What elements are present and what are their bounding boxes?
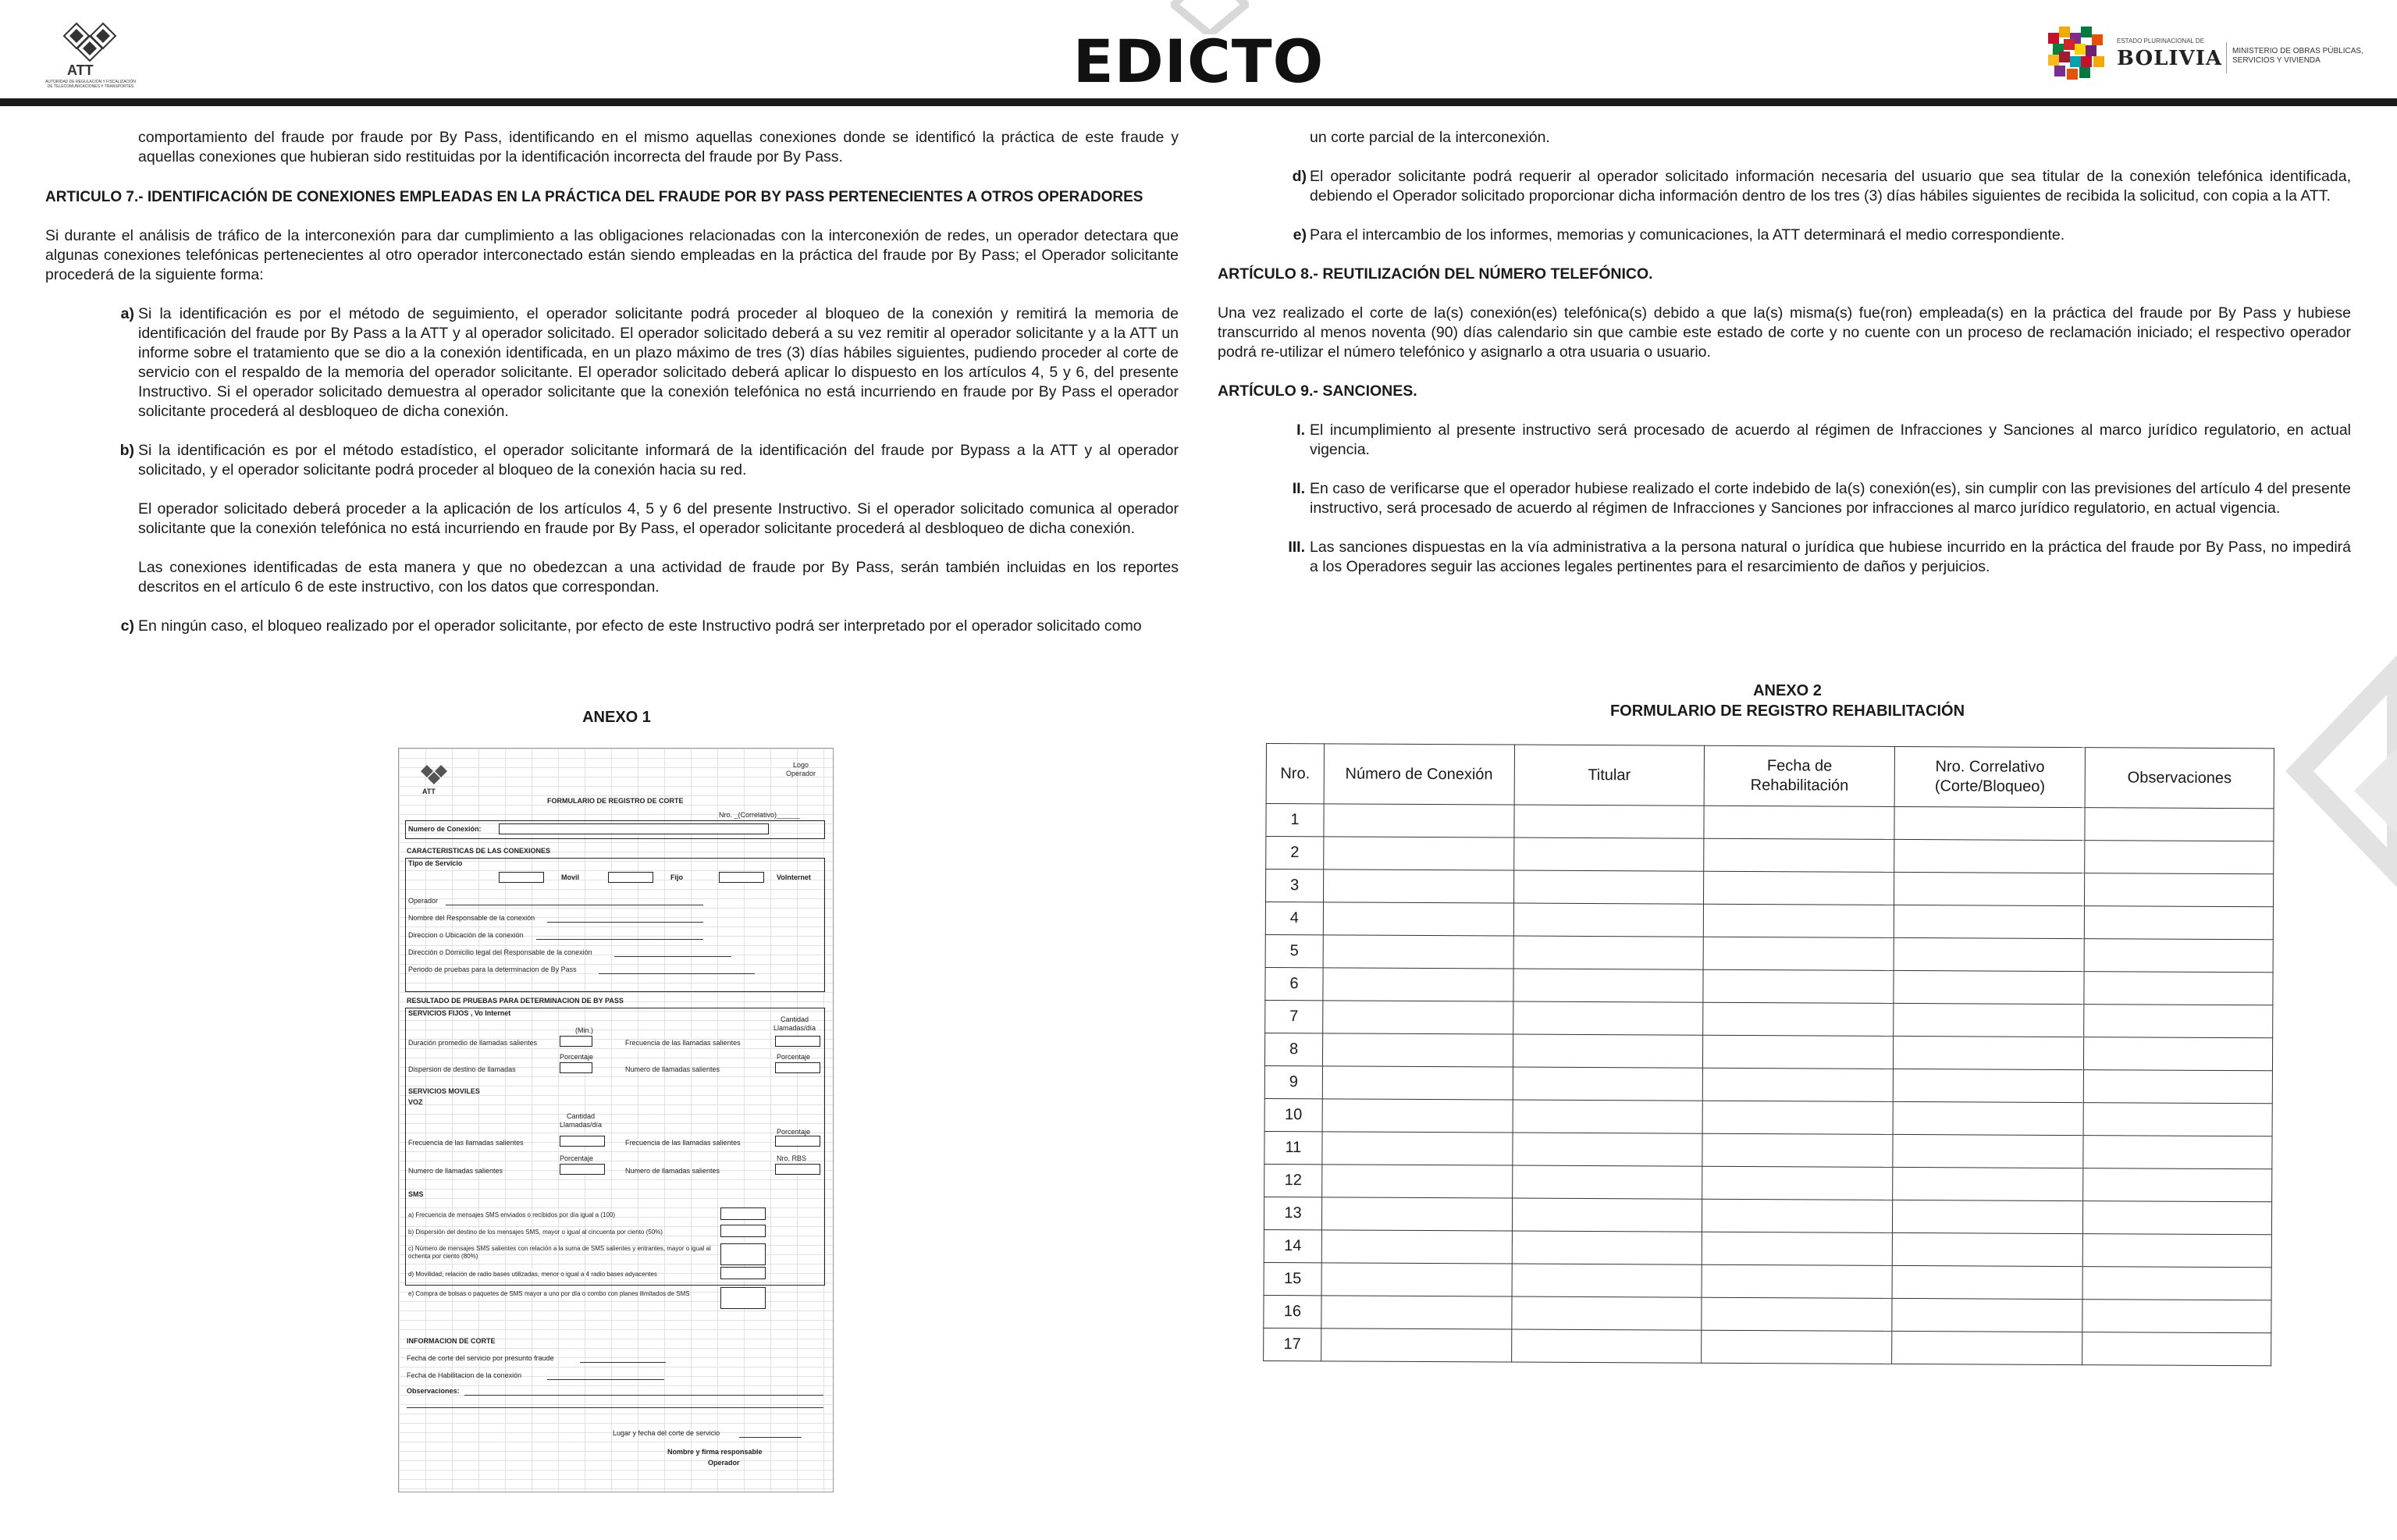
table-cell[interactable] xyxy=(1513,1067,1703,1101)
article-7-heading: ARTICULO 7.- IDENTIFICACIÓN DE CONEXIONES EMPLEADAS EN LA PRÁCTICA DEL FRAUDE POR BY PASS PERTENECIENTES A OTROS OPERADORES xyxy=(45,189,1143,205)
item-d xyxy=(1218,167,2351,206)
right-column xyxy=(1218,128,2351,577)
form-sms-a-box xyxy=(720,1207,766,1220)
table-cell[interactable] xyxy=(1513,1133,1703,1166)
form-fecha-hab-line xyxy=(547,1379,664,1380)
item-e-text: Para el intercambio de los informes, memorias y comunicaciones, la ATT determinará el medio correspondiente. xyxy=(1310,226,2065,244)
item-i-text: El incumplimiento al presente instructivo será procesado de acuerdo al régimen de Infracciones y Sanciones al marco jurídico regulatorio, en actual vigencia. xyxy=(1310,421,2351,458)
annex-1-title: ANEXO 1 xyxy=(582,709,651,726)
table-cell[interactable] xyxy=(1894,905,2085,938)
table-cell[interactable] xyxy=(1703,1035,1894,1069)
table-header-row xyxy=(1266,744,2274,809)
form-cantidad-llamadas: Cantidad Llamadas/día xyxy=(774,1015,816,1032)
form-numero-movil-2-box xyxy=(775,1164,820,1175)
table-cell[interactable] xyxy=(1894,1069,2084,1102)
table-cell[interactable] xyxy=(1513,870,1704,904)
intro-paragraph: comportamiento del fraude por fraude por By Pass, identificando en el mismo aquellas conexiones donde se identificó la práctica de este fraude y aquellas conexiones que hubieran sido restituidas por la identificación incorrecta del fraude por By Pass. xyxy=(138,129,1179,165)
table-cell[interactable] xyxy=(1512,1165,1702,1199)
table-cell[interactable] xyxy=(1323,902,1513,936)
form-ubicacion: Direccion o Ubicación de la conexión xyxy=(408,931,524,939)
form-ubicacion-line xyxy=(536,939,703,940)
table-body xyxy=(1264,804,2274,1366)
item-d-text: El operador solicitante podrá requerir al operador solicitado información necesaria del usuario que sea titular de la conexión telefónica identificada, debiendo el Operador solicitado proporcionar dicha información dentro de los tres (3) días hábiles siguientes de recibida la solicitud, con copia a la ATT. xyxy=(1310,168,2351,205)
row-number: 5 xyxy=(1265,934,1323,967)
column-header: Nro. xyxy=(1266,744,1324,804)
row-number: 13 xyxy=(1264,1197,1321,1229)
table-cell[interactable] xyxy=(1323,1001,1513,1034)
row-number: 2 xyxy=(1266,837,1324,870)
row-number: 16 xyxy=(1264,1295,1321,1328)
table-row xyxy=(1264,1197,2271,1234)
form-porcentaje-1: Porcentaje xyxy=(560,1053,594,1061)
item-e xyxy=(1218,226,2351,245)
table-cell[interactable] xyxy=(2084,972,2273,1005)
form-min: (Min.) xyxy=(575,1026,593,1034)
form-obs-line-2 xyxy=(407,1407,823,1408)
form-sms-b-box xyxy=(720,1225,766,1237)
table-cell[interactable] xyxy=(2083,1136,2272,1169)
row-number: 12 xyxy=(1264,1164,1322,1197)
form-movil: Movil xyxy=(561,873,580,881)
table-cell[interactable] xyxy=(1894,1003,2084,1037)
form-duracion: Duración promedio de llamadas salientes xyxy=(408,1039,538,1047)
form-operador: Operador xyxy=(408,897,439,905)
table-cell[interactable] xyxy=(1513,903,1704,937)
form-logo-text: ATT xyxy=(422,788,436,795)
table-cell[interactable] xyxy=(1894,937,2084,971)
form-dispersion: Dispersion de destino de llamadas xyxy=(408,1065,516,1073)
form-frecuencia-movil: Frecuencia de las llamadas salientes xyxy=(408,1139,524,1147)
form-periodo-line xyxy=(599,973,755,974)
table-row xyxy=(1266,870,2274,907)
form-porcentaje-2: Porcentaje xyxy=(777,1053,811,1061)
table-cell[interactable] xyxy=(2083,1070,2272,1104)
row-number: 6 xyxy=(1265,967,1323,1000)
table-cell[interactable] xyxy=(2082,1332,2271,1366)
table-cell[interactable] xyxy=(1512,1198,1702,1232)
table-cell[interactable] xyxy=(1704,904,1894,937)
form-att-logo-icon xyxy=(419,763,450,786)
row-number: 14 xyxy=(1264,1229,1321,1262)
row-number: 1 xyxy=(1266,804,1324,837)
table-row xyxy=(1264,1098,2272,1136)
form-fijos: SERVICIOS FIJOS , Vo Internet xyxy=(408,1009,511,1017)
row-number: 11 xyxy=(1264,1131,1322,1164)
item-iii-label: III. xyxy=(1288,539,1305,556)
row-number: 3 xyxy=(1266,870,1324,902)
bolivia-emblem-icon xyxy=(2045,25,2109,84)
annex-2-title: ANEXO 2 xyxy=(1753,682,1822,699)
form-numero-conexion: Numero de Conexión: xyxy=(408,825,482,833)
form-firma-operador: Operador xyxy=(708,1459,740,1467)
item-ii-text: En caso de verificarse que el operador hubiese realizado el corte indebido de la(s) conexión(es), sin cumplir con las previsiones del artículo 4 del presente instructivo, será procesado de acuerdo al régimen de Infracciones y Sanciones por infracciones al marco jurídico regulatorio, en actual vigencia. xyxy=(1310,480,2351,517)
form-tipo-servicio: Tipo de Servicio xyxy=(408,859,463,867)
table-cell[interactable] xyxy=(1703,1068,1894,1101)
table-cell[interactable] xyxy=(1322,1033,1513,1067)
item-c-continuation: un corte parcial de la interconexión. xyxy=(1310,129,1550,146)
table-row xyxy=(1264,1262,2271,1300)
table-cell[interactable] xyxy=(1321,1197,1512,1231)
table-cell[interactable] xyxy=(1513,838,1704,871)
decorative-diamond-top xyxy=(1171,0,1249,34)
item-ii-label: II. xyxy=(1292,480,1305,497)
annex-2-subtitle: FORMULARIO DE REGISTRO REHABILITACIÓN xyxy=(1609,702,1965,720)
table-row xyxy=(1265,902,2273,940)
table-cell[interactable] xyxy=(1513,1034,1703,1068)
table-cell[interactable] xyxy=(1322,1165,1513,1198)
header-rule xyxy=(0,98,2397,106)
form-periodo: Periodo de pruebas para la determinacion de By Pass xyxy=(408,966,577,973)
item-b-text-3: Las conexiones identificadas de esta manera y que no obedezcan a una actividad de fraude por By Pass, serán también incluidas en los reportes descritos en el artículo 6 de este instructivo, con los datos que correspondan. xyxy=(138,559,1179,596)
form-firma: Nombre y firma responsable xyxy=(667,1448,763,1456)
row-number: 10 xyxy=(1264,1098,1322,1131)
table-cell[interactable] xyxy=(1892,1232,2082,1266)
table-cell[interactable] xyxy=(1702,1232,1893,1265)
table-cell[interactable] xyxy=(1893,1134,2083,1168)
form-nro: Nro. _(Correlativo)______ xyxy=(719,811,801,819)
table-cell[interactable] xyxy=(1894,872,2085,905)
form-numero-fijo-box xyxy=(775,1062,820,1073)
item-b-text-2: El operador solicitado deberá proceder a la aplicación de los artículos 4, 5 y 6 del presente Instructivo. Si el operador solicitado comunica al operador solicitante que la conexión telefónica no está incurriendo en fraude por By Pass, el operador solicitante procederá al desbloqueo de dicha conexión. xyxy=(138,500,1179,537)
table-cell[interactable] xyxy=(1324,804,1514,838)
article-7-text: Si durante el análisis de tráfico de la interconexión para dar cumplimiento a las obligaciones relacionadas con la interconexión de redes, un operador detectara que algunas conexiones telefónicas pertenecientes al otro operador interconectado están siendo empleadas en la práctica del fraude por By Pass; el Operador solicitante procederá de la siguiente forma: xyxy=(45,227,1179,283)
form-frecuencia-fijo: Frecuencia de las llamadas salientes xyxy=(625,1039,741,1047)
form-obs-line-1 xyxy=(464,1395,823,1396)
form-nro-rbs: Nro. RBS xyxy=(777,1154,807,1162)
table-cell[interactable] xyxy=(1894,839,2085,873)
table-cell[interactable] xyxy=(1323,870,1513,903)
table-cell[interactable] xyxy=(1322,1066,1513,1100)
form-lugar-line xyxy=(739,1437,802,1438)
table-cell[interactable] xyxy=(1704,838,1894,872)
form-sms-e-box xyxy=(720,1287,766,1309)
form-fijo-box xyxy=(608,872,653,883)
item-c xyxy=(45,617,1179,636)
form-responsable: Nombre del Responsable de la conexión xyxy=(408,914,535,922)
row-number: 15 xyxy=(1264,1262,1321,1295)
table-cell[interactable] xyxy=(2084,1005,2273,1038)
table-cell[interactable] xyxy=(1324,837,1514,870)
column-header: Número de Conexión xyxy=(1324,744,1514,805)
row-number: 4 xyxy=(1265,902,1323,935)
form-sms-b: b) Dispersión del destino de los mensajes SMS, mayor o igual al cincuenta por ciento (50%) xyxy=(408,1229,663,1236)
item-i xyxy=(1218,421,2351,460)
table-cell[interactable] xyxy=(1702,1133,1893,1167)
form-sms-c: c) Número de mensajes SMS salientes con relación a la suma de SMS salientes y entrantes, mayor o igual al ochenta por ciento (80%) xyxy=(408,1245,711,1260)
table-cell[interactable] xyxy=(1702,1330,1892,1364)
table-row xyxy=(1264,1164,2272,1201)
form-fijo: Fijo xyxy=(670,873,683,881)
table-cell[interactable] xyxy=(2082,1267,2271,1300)
bolivia-ministry-logo xyxy=(2045,20,2373,91)
annex-2-title-block xyxy=(1264,681,2310,721)
form-info-corte: INFORMACION DE CORTE xyxy=(407,1337,496,1345)
table-row xyxy=(1264,1131,2272,1168)
table-cell[interactable] xyxy=(1704,871,1894,905)
table-cell[interactable] xyxy=(1321,1263,1512,1296)
table-cell[interactable] xyxy=(1892,1298,2082,1332)
table-cell[interactable] xyxy=(1322,1099,1513,1133)
form-sms-c-box xyxy=(720,1243,766,1265)
article-8-heading: ARTÍCULO 8.- REUTILIZACIÓN DEL NÚMERO TELEFÓNICO. xyxy=(1218,265,1653,283)
item-c-label: c) xyxy=(120,617,134,635)
table-cell[interactable] xyxy=(2085,841,2274,874)
table-cell[interactable] xyxy=(1513,1001,1703,1035)
form-frecuencia-movil-2: Frecuencia de las llamadas salientes xyxy=(625,1139,741,1147)
left-column xyxy=(45,128,1179,636)
table-cell[interactable] xyxy=(2084,939,2273,973)
table-cell[interactable] xyxy=(1513,1100,1703,1133)
item-e-label: e) xyxy=(1293,226,1307,244)
table-cell[interactable] xyxy=(1321,1230,1512,1264)
row-number: 8 xyxy=(1264,1033,1322,1065)
page-title: EDICTO xyxy=(1072,27,1325,96)
form-porcentaje-4: Porcentaje xyxy=(560,1154,594,1162)
form-sms: SMS xyxy=(408,1190,424,1198)
row-number: 9 xyxy=(1264,1065,1322,1098)
table-row xyxy=(1265,1000,2273,1037)
column-header: Observaciones xyxy=(2085,748,2274,809)
table-cell[interactable] xyxy=(1702,1101,1893,1134)
bolivia-name: BOLIVIA xyxy=(2117,47,2223,70)
table-cell[interactable] xyxy=(1892,1331,2082,1364)
form-logo-operador: Logo Operador xyxy=(786,761,816,777)
form-voz: VOZ xyxy=(408,1098,423,1106)
form-sms-d-box xyxy=(720,1267,766,1279)
form-frecuencia-movil-2-box xyxy=(775,1136,820,1147)
table-row xyxy=(1265,967,2273,1005)
table-cell[interactable] xyxy=(2083,1168,2272,1202)
form-dispersion-box xyxy=(560,1062,592,1073)
item-b xyxy=(45,441,1179,597)
form-sms-e: e) Compra de bolsas o paquetes de SMS mayor a uno por día o combo con planes ilimitados de SMS xyxy=(408,1290,690,1297)
bolivia-state-label: ESTADO PLURINACIONAL DE xyxy=(2117,37,2205,44)
table-cell[interactable] xyxy=(1321,1296,1512,1329)
form-fecha-hab: Fecha de Habilitacion de la conexión xyxy=(407,1371,522,1379)
table-cell[interactable] xyxy=(1702,1264,1892,1298)
form-fecha-corte: Fecha de corte del servicio por presunto fraude xyxy=(407,1354,554,1362)
table-cell[interactable] xyxy=(2084,906,2273,940)
form-sms-d: d) Movilidad, relación de radio bases utilizadas, menor o igual a 4 radio bases adyacentes xyxy=(408,1271,657,1278)
table-row xyxy=(1264,1033,2272,1070)
table-cell[interactable] xyxy=(2083,1201,2272,1235)
item-d-label: d) xyxy=(1292,168,1307,185)
table-cell[interactable] xyxy=(1511,1329,1702,1363)
form-sms-a: a) Frecuencia de mensajes SMS enviados o recibidos por día igual a (100) xyxy=(408,1211,616,1218)
table-cell[interactable] xyxy=(1893,1167,2083,1200)
table-row xyxy=(1266,804,2274,841)
table-cell[interactable] xyxy=(1894,970,2084,1004)
table-cell[interactable] xyxy=(1704,806,1894,839)
table-cell[interactable] xyxy=(1893,1101,2083,1135)
table-cell[interactable] xyxy=(2082,1300,2271,1333)
table-cell[interactable] xyxy=(1703,1002,1894,1036)
item-ii xyxy=(1218,479,2351,518)
item-a-text: Si la identificación es por el método de seguimiento, el operador solicitante podrá proceder al bloqueo de la conexión y remitirá la memoria de identificación del fraude por By Pass a la ATT y al operador solicitado. El operador solicitado deberá a su vez remitir al operador solicitante y a la ATT un informe sobre el tratamiento que se dio a la conexión identificada, en un plazo máximo de tres (3) días hábiles siguientes, pudiendo proceder al corte de servicio con el respaldo de la memoria del operador solicitante. El operador solicitado deberá aplicar lo dispuesto en los artículos 4, 5 y 6, del presente Instructivo. Si el operador solicitado demuestra al operador solicitante que la conexión telefónica no está incurriendo en fraude por By Pass el operador solicitante procederá al desbloqueo de dicha conexión. xyxy=(138,305,1179,420)
table-row xyxy=(1264,1295,2271,1332)
form-porcentaje-3: Porcentaje xyxy=(777,1128,811,1136)
table-cell[interactable] xyxy=(1513,969,1704,1002)
form-moviles: SERVICIOS MOVILES xyxy=(408,1087,480,1095)
form-numero-fijo: Numero de llamadas salientes xyxy=(625,1065,720,1073)
form-vointernet: VoInternet xyxy=(777,873,811,881)
table-row xyxy=(1264,1065,2272,1103)
att-logo-text: ATT xyxy=(67,62,94,78)
row-number: 17 xyxy=(1264,1328,1321,1360)
item-i-label: I. xyxy=(1296,421,1305,439)
table-cell[interactable] xyxy=(1321,1328,1512,1362)
ministry-name: MINISTERIO DE OBRAS PÚBLICAS, SERVICIOS Y VIVIENDA xyxy=(2232,47,2363,65)
form-caracteristicas: CARACTERISTICAS DE LAS CONEXIONES xyxy=(407,847,551,855)
item-iii-text: Las sanciones dispuestas en la vía administrativa a la persona natural o jurídica que hubiese incurrido en la práctica del fraude por By Pass, no impedirá a los Operadores seguir las acciones legales pertinentes para el resarcimiento de daños y perjuicios. xyxy=(1310,539,2351,575)
form-vointernet-box xyxy=(719,872,764,883)
form-domicilio: Dirección o Domicilio legal del Responsable de la conexión xyxy=(408,948,592,956)
table-row xyxy=(1265,934,2273,972)
column-header: Fecha de Rehabilitación xyxy=(1704,745,1894,806)
form-fecha-corte-line xyxy=(580,1362,666,1363)
item-iii xyxy=(1218,538,2351,577)
table-cell[interactable] xyxy=(1894,1036,2084,1069)
article-8-text: Una vez realizado el corte de la(s) conexión(es) telefónica(s) debido a que la(s) misma(s) fue(ron) empleada(s) en la práctica del fraude por By Pass y hubiese transcurrido al menos noventa (90) días calendario sin que cambie este estado de corte y no cuente con un proceso de reclamación iniciado; el respectivo operador podrá re-utilizar el número telefónico y asignarlo a otra usuaria o usuario. xyxy=(1218,304,2351,361)
column-header: Nro. Correlativo (Corte/Bloqueo) xyxy=(1894,746,2085,807)
column-header: Titular xyxy=(1514,745,1705,806)
table-cell[interactable] xyxy=(1514,805,1705,838)
rehabilitation-table xyxy=(1263,743,2274,1366)
form-domicilio-line xyxy=(614,956,731,957)
table-cell[interactable] xyxy=(1703,969,1894,1003)
form-responsable-line xyxy=(547,922,703,923)
article-9-heading: ARTÍCULO 9.- SANCIONES. xyxy=(1218,382,1417,400)
table-cell[interactable] xyxy=(1894,806,2085,840)
table-cell[interactable] xyxy=(2082,1234,2271,1268)
table-cell[interactable] xyxy=(1322,1132,1513,1165)
table-cell[interactable] xyxy=(1512,1231,1702,1264)
form-frecuencia-movil-box xyxy=(560,1136,605,1147)
table-cell[interactable] xyxy=(1893,1200,2083,1233)
item-a-label: a) xyxy=(120,305,134,322)
form-cantidad-movil: Cantidad Llamadas/día xyxy=(560,1112,603,1129)
table-cell[interactable] xyxy=(2085,873,2274,907)
table-cell[interactable] xyxy=(1513,936,1704,969)
form-observaciones: Observaciones: xyxy=(407,1387,460,1395)
form-conexion-field xyxy=(499,823,769,834)
att-logo-subtext: AUTORIDAD DE REGULACIÓN Y FISCALIZACIÓN DE TELECOMUNICACIONES Y TRANSPORTES xyxy=(45,80,136,89)
table-cell[interactable] xyxy=(1702,1199,1893,1232)
table-cell[interactable] xyxy=(2084,1037,2273,1071)
table-row xyxy=(1266,837,2274,874)
row-number: 7 xyxy=(1265,1000,1323,1033)
form-title: FORMULARIO DE REGISTRO DE CORTE xyxy=(547,797,684,805)
table-cell[interactable] xyxy=(1892,1265,2082,1299)
form-lugar: Lugar y fecha del corte de servicio xyxy=(613,1429,720,1437)
form-frecuencia-fijo-box xyxy=(775,1036,820,1047)
form-numero-movil: Numero de llamadas salientes xyxy=(408,1167,503,1175)
table-cell[interactable] xyxy=(2085,808,2274,841)
table-cell[interactable] xyxy=(1511,1296,1702,1330)
table-cell[interactable] xyxy=(1703,937,1894,970)
item-c-text: En ningún caso, el bloqueo realizado por el operador solicitante, por efecto de este Instructivo podrá ser interpretado por el operador solicitado como xyxy=(138,617,1142,635)
logo-divider xyxy=(2226,42,2227,73)
form-movil-box xyxy=(499,872,544,883)
table-cell[interactable] xyxy=(1512,1264,1702,1297)
form-numero-movil-2: Numero de llamadas salientes xyxy=(625,1167,720,1175)
annex-1-form-image xyxy=(398,748,834,1492)
table-cell[interactable] xyxy=(1702,1166,1893,1200)
form-resultado: RESULTADO DE PRUEBAS PARA DETERMINACION DE BY PASS xyxy=(407,997,624,1005)
table-row xyxy=(1264,1328,2271,1365)
table-cell[interactable] xyxy=(1323,935,1513,969)
table-cell[interactable] xyxy=(1323,968,1513,1001)
table-cell[interactable] xyxy=(2083,1103,2272,1136)
form-duracion-box xyxy=(560,1036,592,1047)
item-b-text-1: Si la identificación es por el método estadístico, el operador solicitante informará de la identificación del fraude por Bypass a la ATT y al operador solicitado, y el operador solicitante podrá proceder al bloqueo de la conexión hacia su red. xyxy=(138,442,1179,478)
form-numero-movil-box xyxy=(560,1164,605,1175)
table-row xyxy=(1264,1229,2271,1267)
table-cell[interactable] xyxy=(1702,1297,1892,1331)
item-b-label: b) xyxy=(119,442,134,459)
item-a xyxy=(45,304,1179,421)
